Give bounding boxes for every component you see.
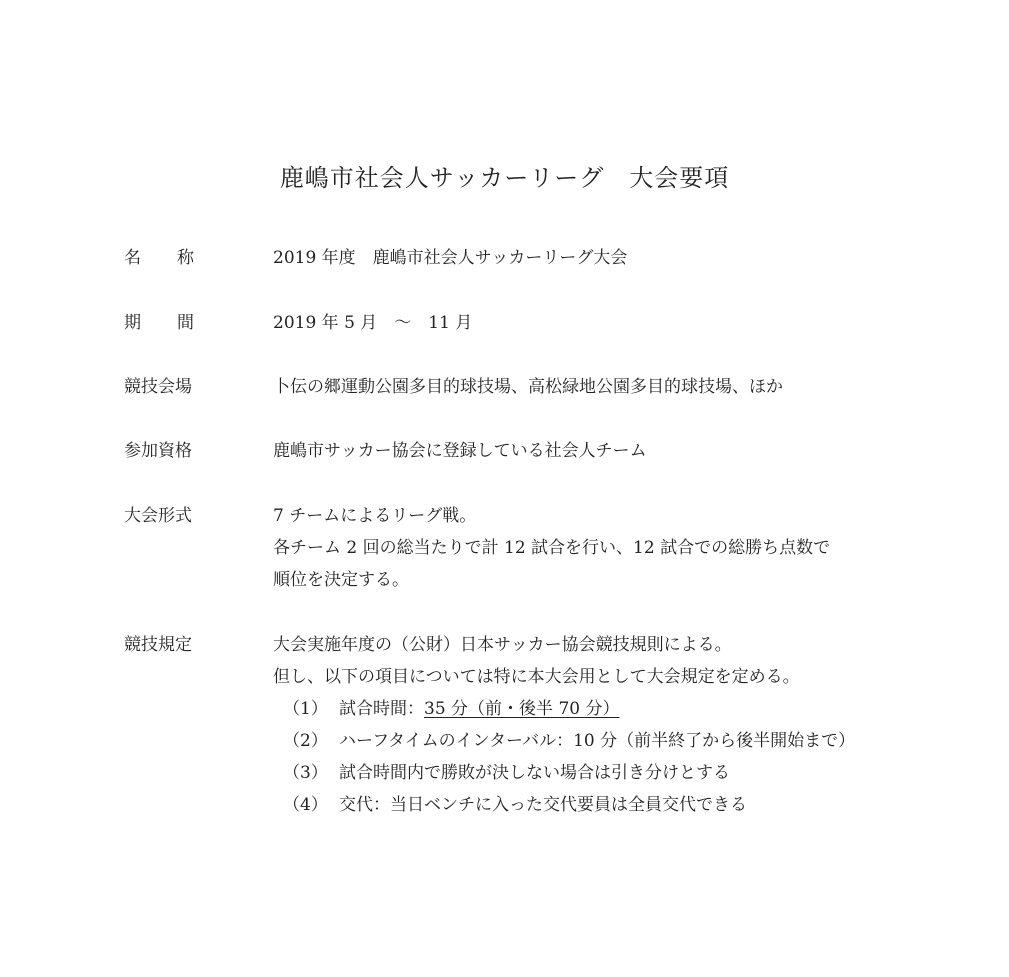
section-content — [273, 242, 953, 274]
section-content — [273, 435, 953, 467]
section-content — [273, 371, 953, 403]
section-label-part: 期 — [124, 313, 141, 333]
rule-item-text: ハーフタイムのインターバル：10 分（前半終了から後半開始まで） — [339, 731, 856, 751]
section-content — [273, 500, 953, 596]
rule-item-prefix: 試合時間： — [339, 699, 424, 719]
content-line: 但し、以下の項目については特に本大会用として大会規定を定める。 — [273, 667, 800, 687]
rule-item-text: 試合時間内で勝敗が決しない場合は引き分けとする — [339, 763, 730, 783]
rule-item-number: （3） — [283, 763, 328, 783]
section-label-part: 称 — [177, 248, 194, 268]
section-label-part: 間 — [177, 313, 194, 333]
rule-item-number: （2） — [283, 731, 328, 751]
section-label-part: 名 — [124, 248, 141, 268]
section-content — [273, 307, 953, 339]
rule-item-text — [339, 693, 619, 725]
content-line: 2019 年度 鹿嶋市社会人サッカーリーグ大会 — [273, 248, 628, 268]
page-title: 鹿嶋市社会人サッカーリーグ 大会要項 — [279, 164, 730, 192]
content-line: 7 チームによるリーグ戦。 — [273, 506, 477, 526]
content-line: 順位を決定する。 — [273, 570, 409, 590]
content-line: 卜伝の郷運動公園多目的球技場、高松緑地公園多目的球技場、ほか — [273, 377, 783, 397]
rule-item — [273, 757, 953, 789]
section-label: 競技規定 — [124, 635, 192, 655]
section-label — [124, 307, 254, 339]
rule-item — [273, 725, 953, 757]
rule-item-number: （1） — [283, 699, 328, 719]
rule-item — [273, 693, 953, 725]
content-line: 2019 年 5 月 ～ 11 月 — [273, 313, 473, 333]
content-line: 鹿嶋市サッカー協会に登録している社会人チーム — [273, 441, 647, 461]
rule-item-text: 交代：当日ベンチに入った交代要員は全員交代できる — [339, 795, 747, 815]
rule-item-number: （4） — [283, 795, 328, 815]
rule-item — [273, 789, 953, 821]
section-content — [273, 629, 953, 821]
content-line: 大会実施年度の（公財）日本サッカー協会競技規則による。 — [273, 635, 732, 655]
section-label: 競技会場 — [124, 377, 192, 397]
section-label: 大会形式 — [124, 506, 192, 526]
content-line: 各チーム 2 回の総当たりで計 12 試合を行い、12 試合での総勝ち点数で — [273, 538, 831, 558]
section-label: 参加資格 — [124, 441, 192, 461]
section-label — [124, 242, 254, 274]
rule-item-underlined: 35 分（前・後半 70 分） — [424, 699, 620, 719]
